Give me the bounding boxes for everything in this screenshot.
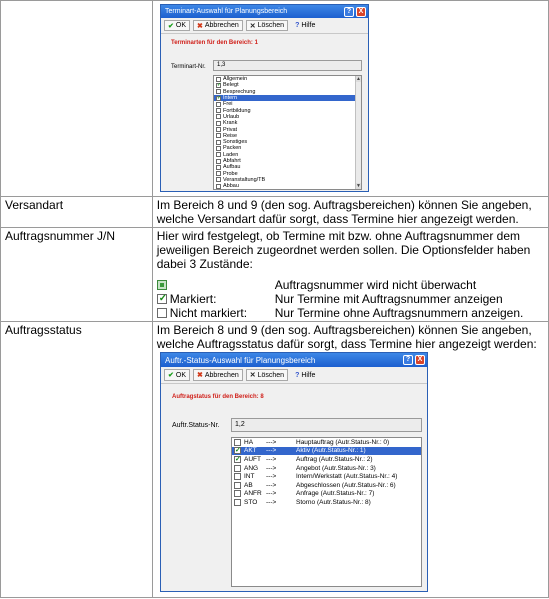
unchecked-checkbox-icon[interactable]	[216, 121, 221, 126]
status-desc: Angebot (Autr.Status-Nr.: 3)	[296, 464, 376, 472]
unchecked-checkbox-icon[interactable]	[216, 159, 221, 164]
empty-cell	[1, 1, 153, 197]
option-state-checked	[157, 292, 544, 306]
dialog-toolbar	[161, 367, 427, 384]
unchecked-checkbox-icon[interactable]	[234, 482, 241, 489]
cancel-button[interactable]: ✖ Abbrechen	[193, 20, 243, 31]
dialog-titlebar	[161, 353, 427, 367]
list-item-label: Urlaub	[223, 113, 240, 120]
row-text-versandart: Im Bereich 8 und 9 (den sog. Auftragsbereichen) können Sie angeben, welche Versandart dafür sorgt, dass Termine hier angezeigt werden.	[152, 197, 548, 228]
arrow-text: --->	[266, 490, 277, 498]
help-button[interactable]: ? Hilfe	[295, 22, 316, 29]
option-states-list	[157, 278, 544, 320]
unchecked-checkbox-icon[interactable]	[234, 473, 241, 480]
row-text-auftragsnummer: Hier wird festgelegt, ob Termine mit bzw. ohne Auftragsnummer dem jeweiligen Bereich zugeordnet werden sollen. Die Optionsfelder haben dabei 3 Zustände:	[156, 229, 531, 271]
dialog-title: Terminart-Auswahl für Planungsbereich	[165, 8, 288, 15]
checked-checkbox-icon[interactable]	[234, 456, 241, 463]
terminart-nr-input[interactable]: 1,3	[213, 60, 362, 71]
list-item[interactable]	[232, 481, 421, 490]
status-code: AKT	[244, 447, 257, 455]
status-desc: Hauptauftrag (Autr.Status-Nr.: 0)	[296, 438, 390, 446]
list-item[interactable]	[232, 447, 421, 456]
arrow-text: --->	[266, 447, 277, 455]
option-state: Nicht markiert:	[169, 306, 248, 320]
row-content-auftragsnummer	[152, 228, 548, 322]
unchecked-checkbox-icon[interactable]	[216, 89, 221, 94]
check-icon: ✔	[168, 372, 174, 379]
scroll-down-icon[interactable]: ▼	[356, 183, 361, 189]
terminart-listbox[interactable]	[213, 75, 362, 190]
unchecked-checkbox-icon	[157, 308, 167, 318]
unchecked-checkbox-icon[interactable]	[216, 152, 221, 157]
list-item-label: Reise	[223, 132, 238, 139]
help-window-button[interactable]: ?	[344, 7, 354, 17]
list-item[interactable]	[214, 183, 361, 189]
arrow-text: --->	[266, 438, 277, 446]
indeterminate-checkbox-icon	[157, 280, 167, 290]
status-desc: Anfrage (Autr.Status-Nr.: 7)	[296, 490, 375, 498]
dialog-heading: Terminarten für den Bereich: 1	[171, 40, 258, 46]
list-item-label: Frei	[223, 101, 233, 108]
cancel-button[interactable]: ✖ Abbrechen	[193, 369, 243, 381]
arrow-text: --->	[266, 455, 277, 463]
delete-button[interactable]: ✕ Löschen	[246, 369, 288, 381]
option-state-unchecked	[157, 306, 544, 320]
cross-icon: ✖	[197, 372, 203, 379]
question-icon: ?	[295, 371, 300, 379]
auftragsstatus-listbox[interactable]	[231, 437, 422, 587]
option-desc: Auftragsnummer wird nicht überwacht	[274, 278, 477, 292]
field-label: Terminart-Nr.	[171, 64, 206, 70]
list-item-label: Allgemein	[223, 76, 248, 83]
dialog-titlebar	[161, 5, 368, 18]
list-item-label: Abbau	[223, 183, 239, 190]
field-label: Auftr.Status-Nr.	[172, 422, 220, 429]
unchecked-checkbox-icon[interactable]	[216, 177, 221, 182]
unchecked-checkbox-icon[interactable]	[216, 171, 221, 176]
delete-button[interactable]: ✕ Löschen	[246, 20, 288, 31]
list-item-label: Abfahrt	[223, 158, 241, 164]
row-text-auftragsstatus: Im Bereich 8 und 9 (den sog. Auftragsbereichen) können Sie angeben, welche Auftragsstatus dafür sorgt, dass Termine hier angezeigt werden:	[156, 323, 537, 351]
row-label-versandart: Versandart	[1, 197, 153, 228]
list-item-label: Besprechung	[223, 88, 256, 95]
unchecked-checkbox-icon[interactable]	[216, 165, 221, 170]
status-code: ANFR	[244, 490, 262, 498]
auftr-status-nr-input[interactable]: 1,2	[231, 418, 422, 432]
list-item[interactable]	[232, 498, 421, 507]
dialog-title: Auftr.-Status-Auswahl für Planungsbereich	[165, 355, 316, 365]
list-item[interactable]	[232, 490, 421, 499]
help-button[interactable]: ? Hilfe	[295, 371, 316, 379]
unchecked-checkbox-icon[interactable]	[234, 439, 241, 446]
status-desc: Auftrag (Autr.Status-Nr.: 2)	[296, 455, 373, 463]
status-code: AB	[244, 481, 253, 489]
row-label-auftragsnummer: Auftragsnummer J/N	[1, 228, 153, 322]
cross-icon: ✖	[197, 22, 203, 30]
checked-checkbox-icon[interactable]	[234, 447, 241, 454]
list-item[interactable]	[232, 455, 421, 464]
unchecked-checkbox-icon[interactable]	[216, 127, 221, 132]
status-desc: Aktiv (Autr.Status-Nr.: 1)	[296, 447, 366, 455]
scrollbar[interactable]	[355, 76, 361, 189]
auftragsstatus-list	[232, 438, 421, 507]
table-row	[1, 197, 549, 228]
status-code: AUFT	[244, 455, 261, 463]
checked-checkbox-icon	[157, 294, 167, 304]
list-item[interactable]	[232, 464, 421, 473]
status-code: HA	[244, 438, 254, 446]
option-state-neutral	[157, 278, 544, 292]
delete-icon: ✕	[249, 22, 256, 30]
ok-button[interactable]: ✔ OK	[164, 369, 190, 381]
checked-checkbox-icon[interactable]	[216, 96, 221, 101]
option-desc: Nur Termine ohne Auftragsnummern anzeigen.	[274, 306, 524, 320]
question-icon: ?	[295, 22, 300, 29]
unchecked-checkbox-icon[interactable]	[216, 184, 221, 189]
arrow-text: --->	[266, 498, 277, 506]
list-item-label: Privat	[223, 126, 238, 133]
list-item[interactable]	[232, 472, 421, 481]
table-row	[1, 228, 549, 322]
status-desc: Storno (Autr.Status-Nr.: 8)	[296, 498, 371, 506]
row-label-auftragsstatus: Auftragsstatus	[1, 322, 153, 598]
list-item-label: Belegt	[223, 82, 239, 89]
dialog-heading: Auftragstatus für den Bereich: 8	[172, 394, 264, 400]
list-item-label: Fortbildung	[223, 107, 251, 114]
ok-button[interactable]: ✔ OK	[164, 20, 190, 31]
status-code: ANG	[244, 464, 259, 472]
close-window-button[interactable]: X	[356, 7, 366, 17]
unchecked-checkbox-icon[interactable]	[216, 146, 221, 151]
list-item-label: Laden	[223, 151, 239, 158]
list-item-label: Packen	[223, 145, 242, 152]
scroll-up-icon[interactable]: ▲	[356, 76, 361, 82]
auftragsstatus-dialog	[160, 352, 428, 592]
status-desc: Intern/Werkstatt (Autr.Status-Nr.: 4)	[296, 473, 398, 481]
status-desc: Abgeschlossen (Autr.Status-Nr.: 6)	[296, 481, 396, 489]
list-item-label: Aufbau	[223, 164, 241, 171]
list-item[interactable]	[232, 438, 421, 447]
unchecked-checkbox-icon[interactable]	[216, 140, 221, 145]
unchecked-checkbox-icon[interactable]	[234, 499, 241, 506]
check-icon: ✔	[168, 22, 174, 30]
unchecked-checkbox-icon[interactable]	[234, 465, 241, 472]
option-state: Markiert:	[169, 292, 217, 306]
list-item-label: Krank	[223, 120, 238, 127]
help-window-button[interactable]: ?	[403, 355, 413, 365]
unchecked-checkbox-icon[interactable]	[216, 77, 221, 82]
arrow-text: --->	[266, 464, 277, 472]
list-item-label: Intern	[223, 95, 238, 102]
status-code: INT	[244, 473, 255, 481]
status-code: STO	[244, 498, 258, 506]
unchecked-checkbox-icon[interactable]	[216, 114, 221, 119]
close-window-button[interactable]: X	[415, 355, 425, 365]
arrow-text: --->	[266, 481, 277, 489]
unchecked-checkbox-icon[interactable]	[216, 102, 221, 107]
terminart-list	[214, 76, 361, 189]
list-item-label: Probe	[223, 170, 238, 177]
arrow-text: --->	[266, 473, 277, 481]
unchecked-checkbox-icon[interactable]	[216, 108, 221, 113]
unchecked-checkbox-icon[interactable]	[234, 490, 241, 497]
option-desc: Nur Termine mit Auftragsnummer anzeigen	[274, 292, 503, 306]
delete-icon: ✕	[249, 372, 256, 379]
checked-checkbox-icon[interactable]	[216, 83, 221, 88]
terminart-dialog	[160, 4, 369, 192]
dialog-toolbar	[161, 18, 368, 34]
unchecked-checkbox-icon[interactable]	[216, 133, 221, 138]
list-item-label: Veranstaltung/TB	[223, 176, 266, 183]
list-item-label: Sonstiges	[223, 139, 248, 146]
